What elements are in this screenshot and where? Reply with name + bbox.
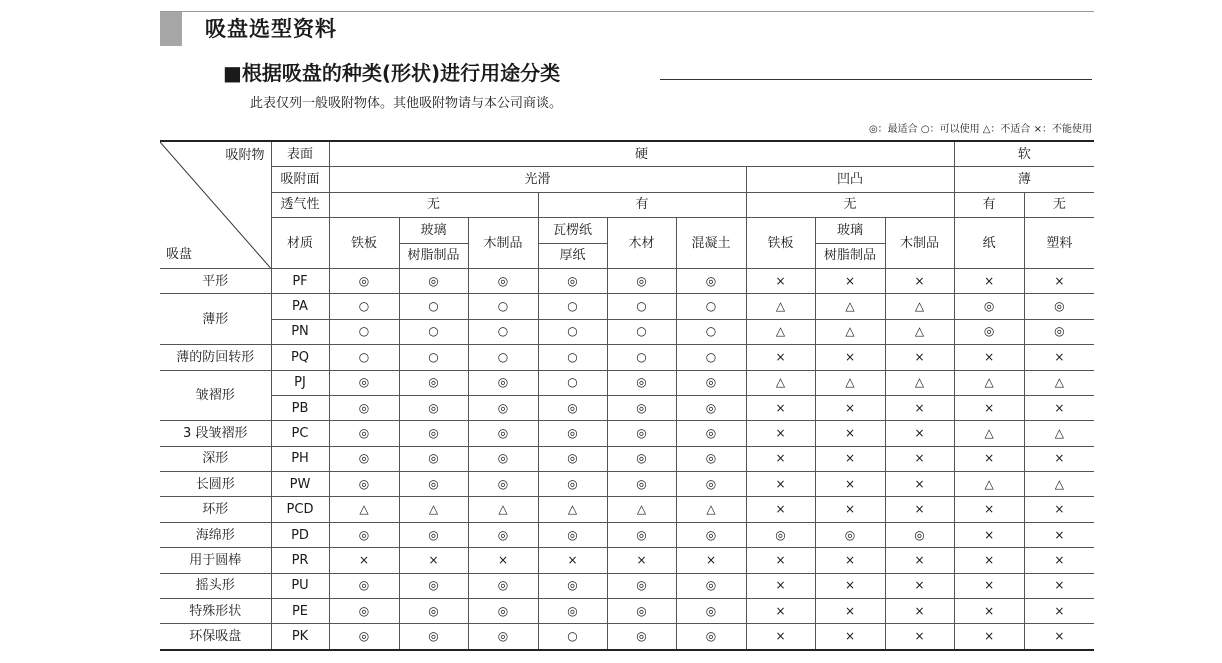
- suitability-cell: ○: [468, 319, 538, 344]
- suitability-cell: ×: [885, 395, 954, 420]
- suitability-cell: ◎: [538, 573, 607, 598]
- row-label-breath: 透气性: [271, 192, 329, 217]
- suitability-cell: ×: [746, 548, 815, 573]
- face-smooth: 光滑: [329, 167, 746, 192]
- table-row: [160, 421, 1094, 446]
- suitability-cell: ◎: [468, 573, 538, 598]
- suitability-cell: ◎: [399, 599, 468, 624]
- suitability-cell: △: [1024, 472, 1094, 497]
- suitability-cell: ◎: [468, 522, 538, 547]
- material-plastic: 塑料: [1024, 218, 1094, 269]
- suitability-cell: ◎: [468, 446, 538, 471]
- face-rough: 凹凸: [746, 167, 954, 192]
- corner-bottom-label: 吸盘: [166, 246, 193, 262]
- cup-code: PW: [271, 472, 329, 497]
- suitability-cell: ×: [815, 472, 885, 497]
- suitability-cell: ×: [1024, 573, 1094, 598]
- suitability-cell: △: [1024, 370, 1094, 395]
- suitability-cell: ◎: [329, 446, 399, 471]
- suitability-cell: ×: [399, 548, 468, 573]
- suitability-cell: ◎: [468, 472, 538, 497]
- face-thin: 薄: [954, 167, 1094, 192]
- suitability-cell: ×: [954, 345, 1024, 370]
- suitability-cell: ◎: [676, 370, 746, 395]
- suitability-cell: ×: [954, 268, 1024, 293]
- suitability-cell: ◎: [607, 472, 676, 497]
- cup-code: PN: [271, 319, 329, 344]
- page-title: 吸盘选型资料: [205, 17, 337, 41]
- suitability-cell: ◎: [399, 395, 468, 420]
- cup-type-label: 深形: [160, 446, 271, 471]
- suitability-cell: ×: [815, 345, 885, 370]
- suitability-cell: ×: [1024, 497, 1094, 522]
- suitability-cell: ×: [746, 421, 815, 446]
- material-wood-product: 木制品: [468, 218, 538, 269]
- suitability-cell: ◎: [954, 319, 1024, 344]
- suitability-cell: △: [746, 294, 815, 319]
- surface-hard: 硬: [329, 141, 954, 167]
- cup-code: PCD: [271, 497, 329, 522]
- suitability-cell: ◎: [538, 421, 607, 446]
- suitability-cell: ◎: [676, 268, 746, 293]
- corner-diagonal-cell: [160, 141, 271, 268]
- suitability-cell: ◎: [1024, 319, 1094, 344]
- suitability-cell: △: [885, 370, 954, 395]
- cup-code: PD: [271, 522, 329, 547]
- suitability-cell: ◎: [676, 472, 746, 497]
- suitability-cell: ◎: [538, 522, 607, 547]
- suitability-cell: △: [468, 497, 538, 522]
- suitability-cell: ×: [885, 599, 954, 624]
- suitability-cell: ×: [815, 421, 885, 446]
- suitability-cell: ◎: [329, 370, 399, 395]
- suitability-cell: ◎: [329, 472, 399, 497]
- suitability-cell: ◎: [607, 522, 676, 547]
- suitability-cell: ◎: [607, 573, 676, 598]
- corner-top-label: 吸附物: [225, 148, 265, 163]
- suitability-cell: ◎: [468, 268, 538, 293]
- table-row: [160, 294, 1094, 319]
- header-row-breath: [160, 192, 1094, 217]
- cup-type-label: 特殊形状: [160, 599, 271, 624]
- suitability-cell: ◎: [329, 395, 399, 420]
- suitability-cell: ×: [885, 548, 954, 573]
- suitability-cell: ×: [885, 345, 954, 370]
- cup-type-label: 摇头形: [160, 573, 271, 598]
- table-row: [160, 624, 1094, 650]
- suitability-cell: ◎: [329, 624, 399, 650]
- suitability-cell: ○: [607, 345, 676, 370]
- suitability-cell: ◎: [815, 522, 885, 547]
- cup-code: PC: [271, 421, 329, 446]
- header-row-surface: [160, 141, 1094, 167]
- suitability-cell: ◎: [468, 421, 538, 446]
- cup-code: PJ: [271, 370, 329, 395]
- row-label-material: 材质: [271, 218, 329, 269]
- suitability-cell: ◎: [746, 522, 815, 547]
- suitability-cell: ×: [1024, 345, 1094, 370]
- suitability-cell: ×: [954, 522, 1024, 547]
- suitability-cell: ×: [1024, 446, 1094, 471]
- material-cardboard: 厚纸: [538, 243, 607, 268]
- suitability-cell: ×: [329, 548, 399, 573]
- surface-soft: 软: [954, 141, 1094, 167]
- suitability-cell: ◎: [676, 624, 746, 650]
- table-row: [160, 548, 1094, 573]
- suitability-cell: ◎: [399, 472, 468, 497]
- suitability-cell: ◎: [607, 395, 676, 420]
- suitability-cell: ×: [885, 497, 954, 522]
- suitability-cell: ◎: [676, 599, 746, 624]
- suitability-cell: ◎: [468, 395, 538, 420]
- suitability-cell: △: [746, 370, 815, 395]
- cup-code: PK: [271, 624, 329, 650]
- suitability-cell: ◎: [399, 268, 468, 293]
- suitability-cell: ○: [329, 345, 399, 370]
- suitability-cell: ×: [885, 268, 954, 293]
- table-row: [160, 472, 1094, 497]
- cup-type-label: 皱褶形: [160, 370, 271, 421]
- suitability-cell: △: [954, 421, 1024, 446]
- suitability-cell: △: [885, 319, 954, 344]
- suitability-cell: ◎: [607, 268, 676, 293]
- suitability-cell: ○: [607, 319, 676, 344]
- suitability-cell: ◎: [329, 268, 399, 293]
- top-rule: [160, 11, 1094, 12]
- suitability-cell: ○: [676, 294, 746, 319]
- legend-text: ◎：最适合 ○：可以使用 △：不适合 ×：不能使用: [868, 124, 1092, 135]
- table-row: [160, 573, 1094, 598]
- suitability-cell: △: [1024, 421, 1094, 446]
- suitability-cell: △: [538, 497, 607, 522]
- suitability-cell: ×: [746, 268, 815, 293]
- suitability-cell: ×: [1024, 395, 1094, 420]
- suitability-cell: ×: [954, 599, 1024, 624]
- suitability-cell: ◎: [954, 294, 1024, 319]
- suitability-cell: ◎: [607, 370, 676, 395]
- suitability-cell: ◎: [676, 446, 746, 471]
- suitability-cell: ×: [815, 599, 885, 624]
- suitability-cell: △: [746, 319, 815, 344]
- suitability-cell: ◎: [468, 624, 538, 650]
- suitability-cell: ○: [329, 319, 399, 344]
- suitability-cell: △: [815, 370, 885, 395]
- section-heading: ■根据吸盘的种类(形状)进行用途分类: [223, 61, 561, 85]
- cup-type-label: 环保吸盘: [160, 624, 271, 650]
- material-timber: 木材: [607, 218, 676, 269]
- table-row: [160, 599, 1094, 624]
- suitability-cell: ○: [607, 294, 676, 319]
- suitability-cell: ×: [746, 345, 815, 370]
- suitability-cell: ×: [885, 472, 954, 497]
- suitability-cell: ◎: [538, 395, 607, 420]
- material-wood-product-rough: 木制品: [885, 218, 954, 269]
- suitability-cell: ◎: [607, 421, 676, 446]
- suitability-cell: ◎: [538, 599, 607, 624]
- breath-no-thin: 无: [1024, 192, 1094, 217]
- cup-code: PQ: [271, 345, 329, 370]
- title-accent-block: [160, 12, 182, 46]
- suitability-cell: ◎: [676, 573, 746, 598]
- suitability-cell: ○: [468, 294, 538, 319]
- suitability-cell: ×: [676, 548, 746, 573]
- suitability-cell: ×: [1024, 548, 1094, 573]
- suitability-cell: ◎: [676, 395, 746, 420]
- cup-code: PF: [271, 268, 329, 293]
- suitability-cell: ×: [746, 573, 815, 598]
- suitability-cell: ×: [1024, 522, 1094, 547]
- suitability-cell: ×: [815, 268, 885, 293]
- suitability-cell: ○: [676, 345, 746, 370]
- suitability-cell: ×: [885, 573, 954, 598]
- cup-code: PB: [271, 395, 329, 420]
- suitability-cell: △: [815, 319, 885, 344]
- cup-type-label: 海绵形: [160, 522, 271, 547]
- suitability-cell: ◎: [676, 421, 746, 446]
- note-text: 此表仅列一般吸附物体。其他吸附物请与本公司商谈。: [250, 96, 563, 111]
- cup-type-label: 用于圆棒: [160, 548, 271, 573]
- suction-cup-table: [160, 140, 1094, 651]
- suitability-cell: ◎: [468, 370, 538, 395]
- cup-code: PE: [271, 599, 329, 624]
- suitability-cell: △: [399, 497, 468, 522]
- suitability-cell: ×: [538, 548, 607, 573]
- suitability-cell: ◎: [538, 268, 607, 293]
- suitability-cell: ×: [815, 497, 885, 522]
- suitability-cell: ◎: [399, 421, 468, 446]
- suitability-cell: ◎: [399, 573, 468, 598]
- suitability-cell: ◎: [607, 599, 676, 624]
- cup-code: PR: [271, 548, 329, 573]
- suitability-cell: ×: [954, 548, 1024, 573]
- table-row: [160, 370, 1094, 395]
- material-steel: 铁板: [329, 218, 399, 269]
- suitability-cell: ◎: [1024, 294, 1094, 319]
- suitability-cell: ×: [815, 395, 885, 420]
- suitability-cell: ○: [399, 319, 468, 344]
- suitability-cell: ◎: [329, 522, 399, 547]
- suitability-cell: ◎: [607, 446, 676, 471]
- suitability-cell: △: [954, 370, 1024, 395]
- row-label-face: 吸附面: [271, 167, 329, 192]
- suitability-cell: ◎: [468, 599, 538, 624]
- suitability-cell: ×: [885, 446, 954, 471]
- suitability-cell: ×: [746, 599, 815, 624]
- material-paper: 纸: [954, 218, 1024, 269]
- suitability-cell: ×: [954, 446, 1024, 471]
- suitability-cell: ◎: [885, 522, 954, 547]
- suitability-cell: ×: [815, 548, 885, 573]
- suitability-cell: ○: [538, 345, 607, 370]
- suitability-cell: ×: [954, 573, 1024, 598]
- suitability-cell: ×: [815, 573, 885, 598]
- table-row: [160, 395, 1094, 420]
- table-row: [160, 446, 1094, 471]
- suitability-cell: ◎: [329, 421, 399, 446]
- suitability-cell: ○: [399, 294, 468, 319]
- suitability-cell: ×: [815, 446, 885, 471]
- suitability-cell: ○: [538, 624, 607, 650]
- suitability-cell: ○: [538, 319, 607, 344]
- suitability-cell: ×: [954, 624, 1024, 650]
- suitability-cell: ×: [746, 395, 815, 420]
- material-concrete: 混凝土: [676, 218, 746, 269]
- suitability-cell: ◎: [329, 573, 399, 598]
- suitability-cell: △: [607, 497, 676, 522]
- suitability-cell: ×: [746, 497, 815, 522]
- cup-type-label: 薄的防回转形: [160, 345, 271, 370]
- suitability-cell: △: [329, 497, 399, 522]
- material-glass-rough: 玻璃: [815, 218, 885, 243]
- material-glass: 玻璃: [399, 218, 468, 243]
- suitability-cell: ○: [538, 370, 607, 395]
- material-resin: 树脂制品: [399, 243, 468, 268]
- heading-rule: [660, 79, 1092, 80]
- suitability-cell: ×: [1024, 624, 1094, 650]
- suitability-cell: ×: [885, 624, 954, 650]
- material-corrugated: 瓦楞纸: [538, 218, 607, 243]
- cup-type-label: 薄形: [160, 294, 271, 345]
- suitability-cell: ×: [1024, 268, 1094, 293]
- cup-type-label: 环形: [160, 497, 271, 522]
- suitability-cell: ○: [676, 319, 746, 344]
- table-row: [160, 345, 1094, 370]
- suitability-cell: ◎: [676, 522, 746, 547]
- table-row: [160, 522, 1094, 547]
- suitability-cell: ◎: [399, 446, 468, 471]
- cup-code: PH: [271, 446, 329, 471]
- suitability-cell: ×: [607, 548, 676, 573]
- material-resin-rough: 树脂制品: [815, 243, 885, 268]
- suitability-cell: ◎: [329, 599, 399, 624]
- suitability-cell: ◎: [538, 446, 607, 471]
- suitability-cell: △: [954, 472, 1024, 497]
- suitability-cell: ◎: [399, 624, 468, 650]
- cup-type-label: 3 段皱褶形: [160, 421, 271, 446]
- suitability-cell: ×: [954, 395, 1024, 420]
- suitability-cell: △: [676, 497, 746, 522]
- suitability-cell: ×: [746, 472, 815, 497]
- suitability-cell: ○: [538, 294, 607, 319]
- suitability-cell: ◎: [538, 472, 607, 497]
- cup-type-label: 长圆形: [160, 472, 271, 497]
- breath-yes-thin: 有: [954, 192, 1024, 217]
- suitability-cell: ◎: [607, 624, 676, 650]
- material-steel-rough: 铁板: [746, 218, 815, 269]
- suitability-cell: ×: [954, 497, 1024, 522]
- suitability-cell: △: [885, 294, 954, 319]
- suitability-cell: ×: [746, 446, 815, 471]
- suitability-cell: ○: [399, 345, 468, 370]
- table-row: [160, 268, 1094, 293]
- breath-yes: 有: [538, 192, 746, 217]
- suitability-cell: ○: [468, 345, 538, 370]
- cup-code: PA: [271, 294, 329, 319]
- row-label-surface: 表面: [271, 141, 329, 167]
- table-row: [160, 497, 1094, 522]
- header-row-material-a: [160, 218, 1094, 243]
- suitability-cell: ○: [329, 294, 399, 319]
- suitability-cell: ×: [746, 624, 815, 650]
- suitability-cell: ×: [1024, 599, 1094, 624]
- header-row-face: [160, 167, 1094, 192]
- suitability-cell: △: [815, 294, 885, 319]
- suitability-cell: ×: [468, 548, 538, 573]
- suitability-cell: ×: [815, 624, 885, 650]
- breath-no-rough: 无: [746, 192, 954, 217]
- suitability-cell: ◎: [399, 370, 468, 395]
- cup-type-label: 平形: [160, 268, 271, 293]
- suitability-cell: ×: [885, 421, 954, 446]
- table-row: [160, 319, 1094, 344]
- suitability-cell: ◎: [399, 522, 468, 547]
- cup-code: PU: [271, 573, 329, 598]
- breath-no: 无: [329, 192, 538, 217]
